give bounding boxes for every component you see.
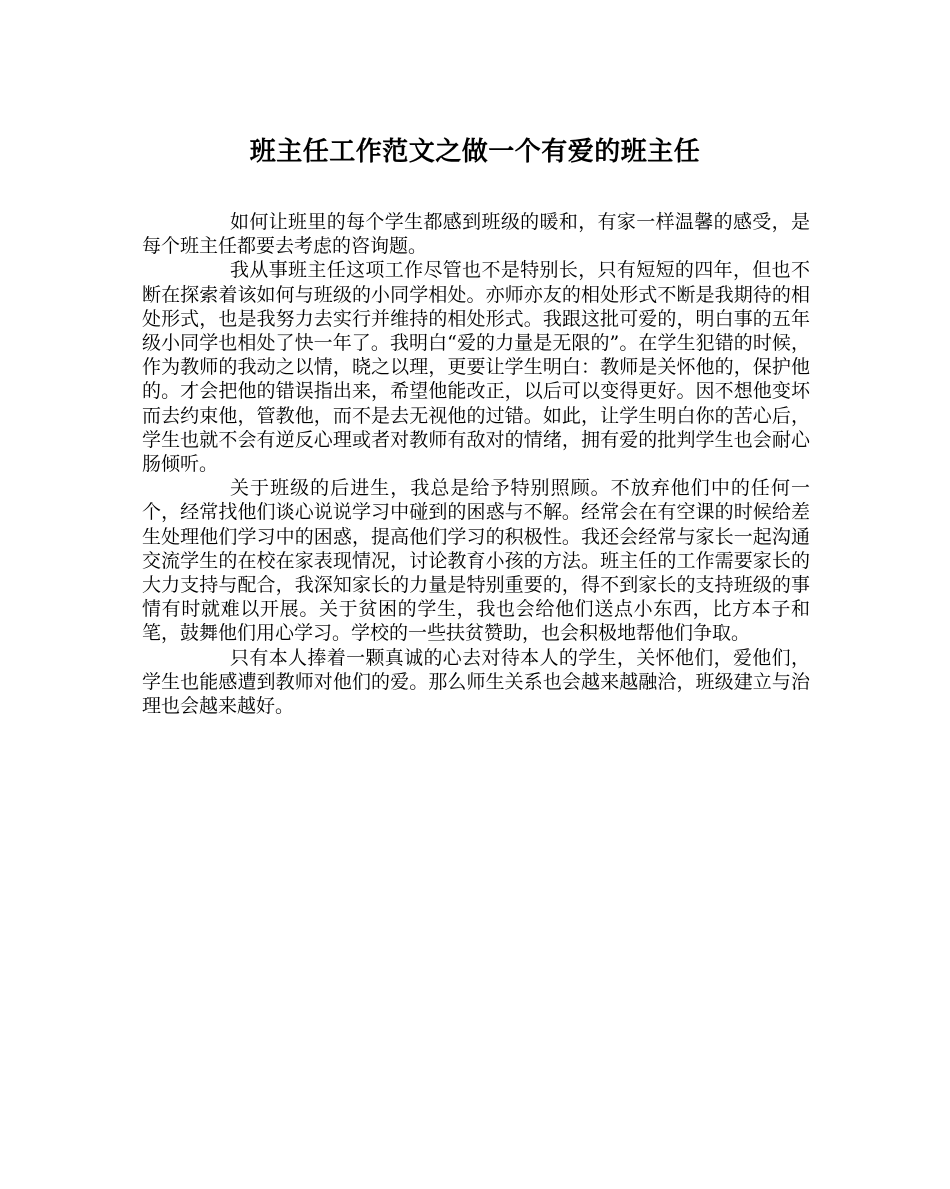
paragraph-3: 关于班级的后进生，我总是给予特别照顾。不放弃他们中的任何一个，经常找他们谈心说说学习中碰到的困惑与不解。经常会在有空课的时候给差生处理他们学习中的困惑，提高他们学习的积极性。我还会经常与家长一起沟通交流学生的在校在家表现情况，讨论教育小孩的方法。班主任的工作需要家长的大力支持与配合，我深知家长的力量是特别重要的，得不到家长的支持班级的事情有时就难以开展。关于贫困的学生，我也会给他们送点小东西，比方本子和笔，鼓舞他们用心学习。学校的一些扶贫赞助，也会积极地帮他们争取。 [142,477,810,645]
document-body [142,210,810,718]
paragraph-1: 如何让班里的每个学生都感到班级的暖和，有家一样温馨的感受，是每个班主任都要去考虑的咨询题。 [142,211,810,258]
document-title: 班主任工作范文之做一个有爱的班主任 [249,137,701,167]
paragraph-4: 只有本人捧着一颗真诚的心去对待本人的学生，关怀他们，爱他们，学生也能感遭到教师对他们的爱。那么师生关系也会越来越融洽，班级建立与治理也会越来越好。 [142,646,810,718]
paragraph-2: 我从事班主任这项工作尽管也不是特别长，只有短短的四年，但也不断在探索着该如何与班级的小同学相处。亦师亦友的相处形式不断是我期待的相处形式，也是我努力去实行并维持的相处形式。我跟这批可爱的，明白事的五年级小同学也相处了快一年了。我明白“爱的力量是无限的”。在学生犯错的时候，作为教师的我动之以情，晓之以理，更要让学生明白：教师是关怀他的，保护他的。才会把他的错误指出来，希望他能改正，以后可以变得更好。因不想他变坏而去约束他，管教他，而不是去无视他的过错。如此，让学生明白你的苦心后，学生也就不会有逆反心理或者对教师有敌对的情绪，拥有爱的批判学生也会耐心肠倾听。 [142,259,810,476]
